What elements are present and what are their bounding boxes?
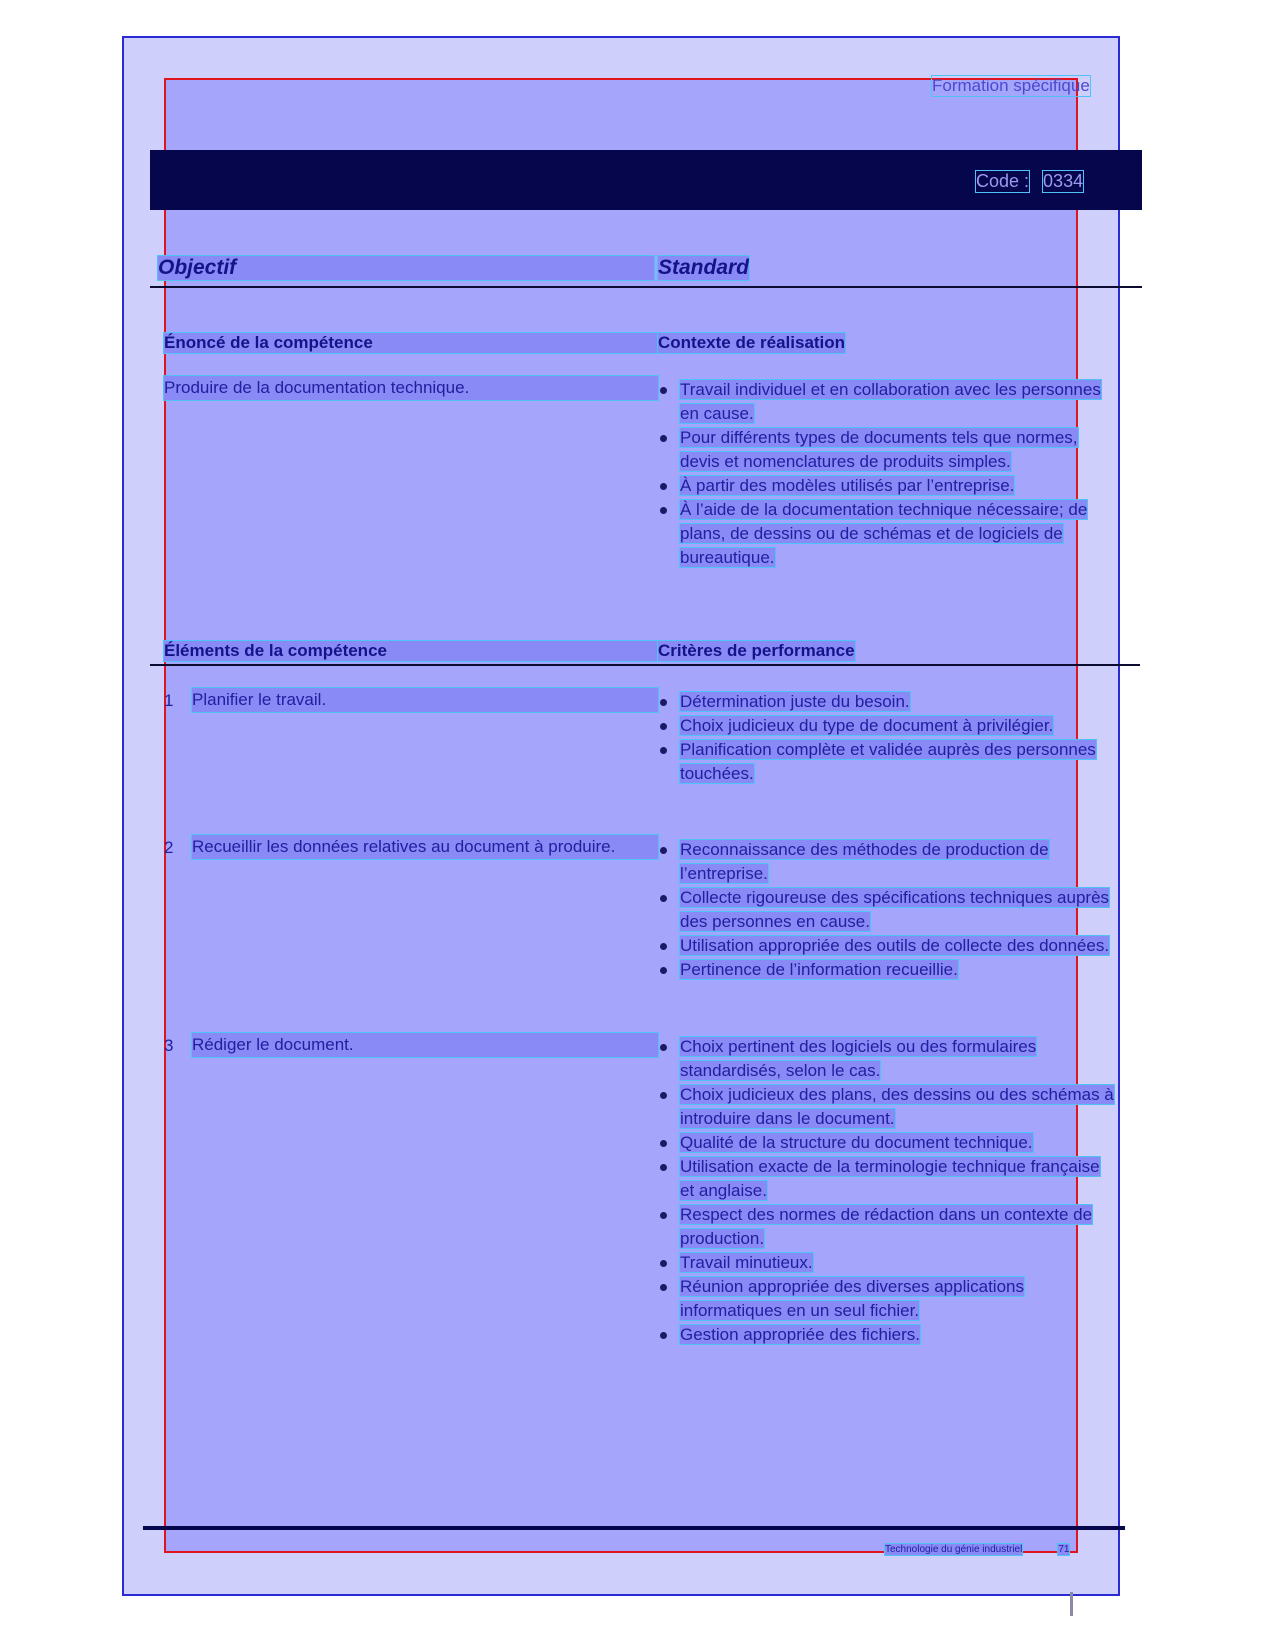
contexte-label: Contexte de réalisation [658, 333, 846, 352]
page-marker [1070, 1592, 1073, 1616]
bullet-icon [660, 967, 667, 974]
criteres-list [658, 838, 1118, 982]
footer-program: Technologie du génie industriel [885, 1544, 1023, 1555]
criteres-label: Critères de performance [658, 641, 855, 660]
elements-label: Éléments de la compétence [164, 641, 658, 661]
element-text: Planifier le travail. [192, 688, 658, 712]
bullet-icon [660, 1212, 667, 1219]
list-item: Détermination juste du besoin. [658, 690, 1118, 714]
list-item: Planification complète et validée auprès des personnes touchées. [658, 738, 1118, 786]
contexte-list [658, 378, 1118, 570]
code-value: 0334 [1043, 171, 1084, 191]
list-item: Utilisation appropriée des outils de collecte des données. [658, 934, 1118, 958]
bullet-icon [660, 1140, 667, 1147]
enonce-label: Énoncé de la compétence [164, 333, 658, 353]
element-text: Rédiger le document. [192, 1033, 658, 1057]
page-footer [885, 1544, 1069, 1555]
heading-rule [150, 286, 1142, 288]
bullet-icon [660, 723, 667, 730]
bullet-icon [660, 895, 667, 902]
list-item: Respect des normes de rédaction dans un contexte de production. [658, 1203, 1118, 1251]
list-item: Utilisation exacte de la terminologie technique française et anglaise. [658, 1155, 1118, 1203]
element-number: 1 [164, 691, 174, 710]
footer-rule [143, 1526, 1125, 1530]
list-item: Pour différents types de documents tels que normes, devis et nomenclatures de produits simples. [658, 426, 1118, 474]
list-item: Pertinence de l’information recueillie. [658, 958, 1118, 982]
bullet-icon [660, 1284, 667, 1291]
list-item: À l’aide de la documentation technique nécessaire; de plans, de dessins ou de schémas et de logiciels de bureautique. [658, 498, 1118, 570]
code-block [976, 171, 1083, 192]
list-item: À partir des modèles utilisés par l’entreprise. [658, 474, 1118, 498]
bullet-icon [660, 1332, 667, 1339]
list-item: Reconnaissance des méthodes de production de l’entreprise. [658, 838, 1118, 886]
list-item: Qualité de la structure du document technique. [658, 1131, 1118, 1155]
bullet-icon [660, 1044, 667, 1051]
bullet-icon [660, 699, 667, 706]
bullet-icon [660, 747, 667, 754]
element-number: 2 [164, 838, 174, 857]
code-label: Code : [976, 171, 1030, 191]
column-heading-standard: Standard [658, 256, 750, 279]
footer-page-number: 71 [1058, 1544, 1070, 1555]
element-text: Recueillir les données relatives au document à produire. [192, 835, 658, 859]
bullet-icon [660, 1260, 667, 1267]
bullet-icon [660, 435, 667, 442]
list-item: Choix pertinent des logiciels ou des formulaires standardisés, selon le cas. [658, 1035, 1118, 1083]
list-item: Choix judicieux des plans, des dessins ou des schémas à introduire dans le document. [658, 1083, 1118, 1131]
bullet-icon [660, 387, 667, 394]
bullet-icon [660, 1164, 667, 1171]
criteres-list [658, 1035, 1118, 1347]
list-item: Réunion appropriée des diverses applications informatiques en un seul fichier. [658, 1275, 1118, 1323]
list-item: Travail minutieux. [658, 1251, 1118, 1275]
element-number: 3 [164, 1036, 174, 1055]
bullet-icon [660, 847, 667, 854]
bullet-icon [660, 507, 667, 514]
list-item: Travail individuel et en collaboration avec les personnes en cause. [658, 378, 1118, 426]
section-rule [150, 664, 1140, 666]
list-item: Choix judicieux du type de document à privilégier. [658, 714, 1118, 738]
bullet-icon [660, 1092, 667, 1099]
enonce-text: Produire de la documentation technique. [164, 376, 658, 400]
criteres-list [658, 690, 1118, 786]
section-label: Formation spécifique [932, 76, 1090, 95]
list-item: Collecte rigoureuse des spécifications techniques auprès des personnes en cause. [658, 886, 1118, 934]
bullet-icon [660, 943, 667, 950]
bullet-icon [660, 483, 667, 490]
list-item: Gestion appropriée des fichiers. [658, 1323, 1118, 1347]
column-heading-objectif: Objectif [158, 256, 654, 280]
